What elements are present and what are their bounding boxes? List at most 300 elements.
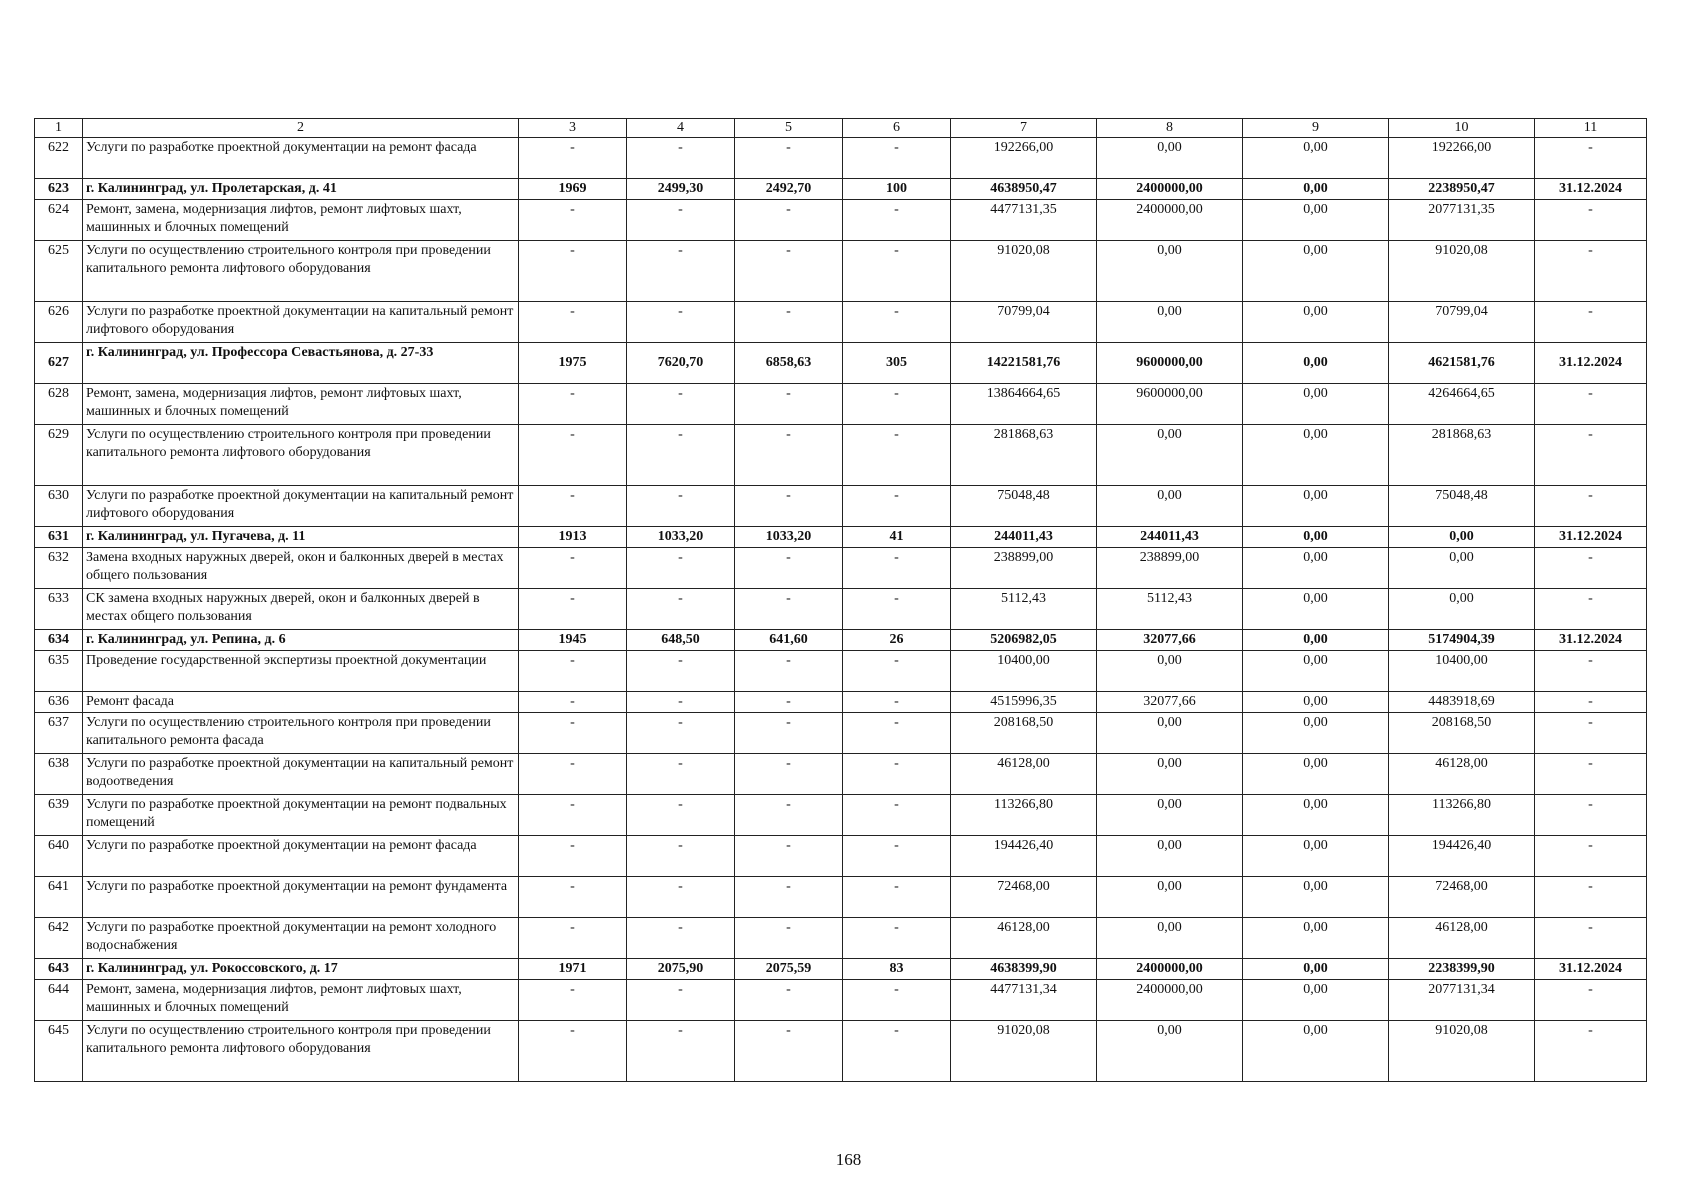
work-name: г. Калининград, ул. Пугачева, д. 11	[83, 527, 519, 548]
area-living-cell: -	[735, 200, 843, 241]
work-row	[35, 795, 1647, 836]
column-header: 7	[951, 119, 1097, 138]
cost-col10-cell: 2238399,90	[1389, 959, 1535, 980]
total-cost-cell: 5206982,05	[951, 630, 1097, 651]
cost-col10-cell: 2077131,35	[1389, 200, 1535, 241]
residents-cell: -	[843, 713, 951, 754]
area-living-cell: -	[735, 754, 843, 795]
year-cell: -	[519, 200, 627, 241]
residents-cell: 100	[843, 179, 951, 200]
residents-cell: -	[843, 836, 951, 877]
cost-col10-cell: 281868,63	[1389, 425, 1535, 486]
work-name: Услуги по осуществлению строительного контроля при проведении капитального ремонта лифтового оборудования	[83, 1021, 519, 1082]
residents-cell: -	[843, 384, 951, 425]
area-total-cell: -	[627, 651, 735, 692]
area-living-cell: -	[735, 692, 843, 713]
area-living-cell: 2492,70	[735, 179, 843, 200]
deadline-cell: -	[1535, 138, 1647, 179]
cost-col10-cell: 0,00	[1389, 548, 1535, 589]
deadline-cell: 31.12.2024	[1535, 630, 1647, 651]
cost-col10-cell: 2238950,47	[1389, 179, 1535, 200]
work-row	[35, 200, 1647, 241]
residents-cell: -	[843, 877, 951, 918]
area-total-cell: -	[627, 692, 735, 713]
column-header: 5	[735, 119, 843, 138]
cost-col8-cell: 0,00	[1097, 241, 1243, 302]
cost-col9-cell: 0,00	[1243, 241, 1389, 302]
row-number: 636	[35, 692, 83, 713]
residents-cell: -	[843, 1021, 951, 1082]
row-number: 631	[35, 527, 83, 548]
row-number: 640	[35, 836, 83, 877]
total-cost-cell: 46128,00	[951, 754, 1097, 795]
cost-col8-cell: 2400000,00	[1097, 959, 1243, 980]
work-name: Ремонт фасада	[83, 692, 519, 713]
area-total-cell: 2499,30	[627, 179, 735, 200]
area-total-cell: -	[627, 384, 735, 425]
cost-col9-cell: 0,00	[1243, 651, 1389, 692]
deadline-cell: 31.12.2024	[1535, 527, 1647, 548]
cost-col10-cell: 10400,00	[1389, 651, 1535, 692]
residents-cell: -	[843, 795, 951, 836]
year-cell: -	[519, 918, 627, 959]
year-cell: -	[519, 548, 627, 589]
deadline-cell: -	[1535, 302, 1647, 343]
cost-col8-cell: 0,00	[1097, 836, 1243, 877]
area-total-cell: -	[627, 425, 735, 486]
area-living-cell: -	[735, 836, 843, 877]
year-cell: 1969	[519, 179, 627, 200]
deadline-cell: -	[1535, 486, 1647, 527]
cost-col9-cell: 0,00	[1243, 527, 1389, 548]
year-cell: -	[519, 713, 627, 754]
cost-col8-cell: 0,00	[1097, 425, 1243, 486]
column-header: 8	[1097, 119, 1243, 138]
work-row	[35, 980, 1647, 1021]
area-living-cell: 641,60	[735, 630, 843, 651]
address-row	[35, 527, 1647, 548]
year-cell: -	[519, 651, 627, 692]
address-row	[35, 630, 1647, 651]
year-cell: -	[519, 836, 627, 877]
row-number: 622	[35, 138, 83, 179]
residents-cell: -	[843, 138, 951, 179]
work-row	[35, 754, 1647, 795]
cost-col8-cell: 32077,66	[1097, 630, 1243, 651]
cost-col8-cell: 2400000,00	[1097, 980, 1243, 1021]
residents-cell: -	[843, 589, 951, 630]
residents-cell: -	[843, 241, 951, 302]
deadline-cell: -	[1535, 548, 1647, 589]
work-name: Услуги по разработке проектной документации на капитальный ремонт лифтового оборудования	[83, 302, 519, 343]
register-sheet	[34, 118, 1646, 1082]
work-name: Услуги по осуществлению строительного контроля при проведении капитального ремонта лифтового оборудования	[83, 241, 519, 302]
area-living-cell: -	[735, 877, 843, 918]
cost-col10-cell: 0,00	[1389, 589, 1535, 630]
work-name: Услуги по осуществлению строительного контроля при проведении капитального ремонта фасада	[83, 713, 519, 754]
deadline-cell: -	[1535, 589, 1647, 630]
year-cell: 1975	[519, 343, 627, 384]
total-cost-cell: 4638950,47	[951, 179, 1097, 200]
residents-cell: 26	[843, 630, 951, 651]
cost-col8-cell: 5112,43	[1097, 589, 1243, 630]
cost-col9-cell: 0,00	[1243, 384, 1389, 425]
cost-col8-cell: 0,00	[1097, 486, 1243, 527]
row-number: 630	[35, 486, 83, 527]
deadline-cell: -	[1535, 1021, 1647, 1082]
year-cell: -	[519, 1021, 627, 1082]
cost-col9-cell: 0,00	[1243, 138, 1389, 179]
work-name: Ремонт, замена, модернизация лифтов, ремонт лифтовых шахт, машинных и блочных помещений	[83, 980, 519, 1021]
deadline-cell: -	[1535, 651, 1647, 692]
area-living-cell: -	[735, 713, 843, 754]
column-header: 1	[35, 119, 83, 138]
area-total-cell: -	[627, 241, 735, 302]
total-cost-cell: 70799,04	[951, 302, 1097, 343]
total-cost-cell: 4638399,90	[951, 959, 1097, 980]
total-cost-cell: 46128,00	[951, 918, 1097, 959]
total-cost-cell: 238899,00	[951, 548, 1097, 589]
year-cell: -	[519, 302, 627, 343]
cost-col8-cell: 32077,66	[1097, 692, 1243, 713]
cost-col10-cell: 4621581,76	[1389, 343, 1535, 384]
deadline-cell: -	[1535, 713, 1647, 754]
area-living-cell: 1033,20	[735, 527, 843, 548]
residents-cell: 305	[843, 343, 951, 384]
row-number: 623	[35, 179, 83, 200]
work-name: СК замена входных наружных дверей, окон и балконных дверей в местах общего пользования	[83, 589, 519, 630]
area-total-cell: -	[627, 980, 735, 1021]
residents-cell: -	[843, 651, 951, 692]
residents-cell: -	[843, 692, 951, 713]
area-living-cell: -	[735, 589, 843, 630]
total-cost-cell: 4515996,35	[951, 692, 1097, 713]
area-living-cell: -	[735, 795, 843, 836]
area-total-cell: -	[627, 138, 735, 179]
cost-col9-cell: 0,00	[1243, 548, 1389, 589]
cost-col10-cell: 75048,48	[1389, 486, 1535, 527]
deadline-cell: -	[1535, 200, 1647, 241]
year-cell: -	[519, 877, 627, 918]
cost-col8-cell: 244011,43	[1097, 527, 1243, 548]
row-number: 635	[35, 651, 83, 692]
cost-col9-cell: 0,00	[1243, 425, 1389, 486]
cost-col10-cell: 4264664,65	[1389, 384, 1535, 425]
residents-cell: -	[843, 425, 951, 486]
address-row	[35, 343, 1647, 384]
year-cell: -	[519, 486, 627, 527]
cost-col9-cell: 0,00	[1243, 486, 1389, 527]
deadline-cell: -	[1535, 836, 1647, 877]
row-number: 645	[35, 1021, 83, 1082]
year-cell: -	[519, 425, 627, 486]
area-total-cell: -	[627, 877, 735, 918]
residents-cell: 41	[843, 527, 951, 548]
cost-col9-cell: 0,00	[1243, 589, 1389, 630]
column-header: 2	[83, 119, 519, 138]
cost-col9-cell: 0,00	[1243, 179, 1389, 200]
deadline-cell: -	[1535, 425, 1647, 486]
cost-col8-cell: 0,00	[1097, 138, 1243, 179]
residents-cell: -	[843, 302, 951, 343]
total-cost-cell: 10400,00	[951, 651, 1097, 692]
total-cost-cell: 113266,80	[951, 795, 1097, 836]
area-total-cell: -	[627, 918, 735, 959]
cost-col8-cell: 2400000,00	[1097, 179, 1243, 200]
residents-cell: 83	[843, 959, 951, 980]
cost-col8-cell: 0,00	[1097, 713, 1243, 754]
area-living-cell: -	[735, 548, 843, 589]
area-total-cell: -	[627, 795, 735, 836]
cost-col10-cell: 5174904,39	[1389, 630, 1535, 651]
cost-col9-cell: 0,00	[1243, 692, 1389, 713]
work-row	[35, 486, 1647, 527]
area-total-cell: -	[627, 548, 735, 589]
total-cost-cell: 244011,43	[951, 527, 1097, 548]
cost-col8-cell: 0,00	[1097, 795, 1243, 836]
total-cost-cell: 208168,50	[951, 713, 1097, 754]
cost-col9-cell: 0,00	[1243, 795, 1389, 836]
cost-col9-cell: 0,00	[1243, 200, 1389, 241]
deadline-cell: 31.12.2024	[1535, 179, 1647, 200]
column-header: 3	[519, 119, 627, 138]
deadline-cell: -	[1535, 795, 1647, 836]
year-cell: -	[519, 795, 627, 836]
cost-col9-cell: 0,00	[1243, 877, 1389, 918]
year-cell: -	[519, 589, 627, 630]
cost-col10-cell: 0,00	[1389, 527, 1535, 548]
area-total-cell: 648,50	[627, 630, 735, 651]
deadline-cell: 31.12.2024	[1535, 959, 1647, 980]
area-living-cell: 6858,63	[735, 343, 843, 384]
row-number: 626	[35, 302, 83, 343]
deadline-cell: -	[1535, 918, 1647, 959]
work-name: г. Калининград, ул. Рокоссовского, д. 17	[83, 959, 519, 980]
total-cost-cell: 91020,08	[951, 241, 1097, 302]
area-total-cell: -	[627, 486, 735, 527]
cost-col10-cell: 70799,04	[1389, 302, 1535, 343]
cost-col10-cell: 194426,40	[1389, 836, 1535, 877]
area-total-cell: -	[627, 1021, 735, 1082]
cost-col8-cell: 2400000,00	[1097, 200, 1243, 241]
work-name: Услуги по разработке проектной документации на капитальный ремонт водоотведения	[83, 754, 519, 795]
cost-col8-cell: 238899,00	[1097, 548, 1243, 589]
area-living-cell: -	[735, 1021, 843, 1082]
residents-cell: -	[843, 548, 951, 589]
total-cost-cell: 72468,00	[951, 877, 1097, 918]
cost-col8-cell: 0,00	[1097, 754, 1243, 795]
cost-col8-cell: 0,00	[1097, 877, 1243, 918]
cost-col8-cell: 0,00	[1097, 918, 1243, 959]
works-register-table	[34, 118, 1647, 1082]
total-cost-cell: 281868,63	[951, 425, 1097, 486]
work-row	[35, 241, 1647, 302]
address-row	[35, 959, 1647, 980]
row-number: 629	[35, 425, 83, 486]
cost-col9-cell: 0,00	[1243, 343, 1389, 384]
year-cell: 1945	[519, 630, 627, 651]
total-cost-cell: 91020,08	[951, 1021, 1097, 1082]
address-row	[35, 179, 1647, 200]
column-header: 4	[627, 119, 735, 138]
work-name: Замена входных наружных дверей, окон и балконных дверей в местах общего пользования	[83, 548, 519, 589]
area-living-cell: -	[735, 302, 843, 343]
cost-col8-cell: 9600000,00	[1097, 384, 1243, 425]
year-cell: -	[519, 692, 627, 713]
work-name: Услуги по разработке проектной документации на ремонт подвальных помещений	[83, 795, 519, 836]
year-cell: 1971	[519, 959, 627, 980]
area-living-cell: -	[735, 138, 843, 179]
work-name: Услуги по разработке проектной документации на капитальный ремонт лифтового оборудования	[83, 486, 519, 527]
work-row	[35, 302, 1647, 343]
work-name: Услуги по разработке проектной документации на ремонт фундамента	[83, 877, 519, 918]
area-total-cell: -	[627, 754, 735, 795]
residents-cell: -	[843, 980, 951, 1021]
work-row	[35, 877, 1647, 918]
row-number: 632	[35, 548, 83, 589]
area-living-cell: -	[735, 486, 843, 527]
cost-col9-cell: 0,00	[1243, 302, 1389, 343]
work-row	[35, 138, 1647, 179]
area-total-cell: 2075,90	[627, 959, 735, 980]
area-total-cell: -	[627, 200, 735, 241]
work-name: Услуги по осуществлению строительного контроля при проведении капитального ремонта лифтового оборудования	[83, 425, 519, 486]
residents-cell: -	[843, 486, 951, 527]
total-cost-cell: 4477131,34	[951, 980, 1097, 1021]
column-header: 9	[1243, 119, 1389, 138]
row-number: 638	[35, 754, 83, 795]
column-number-header-row	[35, 119, 1647, 138]
column-header: 10	[1389, 119, 1535, 138]
row-number: 625	[35, 241, 83, 302]
row-number: 642	[35, 918, 83, 959]
work-row	[35, 713, 1647, 754]
work-name: Услуги по разработке проектной документации на ремонт холодного водоснабжения	[83, 918, 519, 959]
work-row	[35, 425, 1647, 486]
area-living-cell: -	[735, 918, 843, 959]
cost-col10-cell: 91020,08	[1389, 241, 1535, 302]
area-total-cell: 7620,70	[627, 343, 735, 384]
work-row	[35, 918, 1647, 959]
total-cost-cell: 194426,40	[951, 836, 1097, 877]
deadline-cell: 31.12.2024	[1535, 343, 1647, 384]
work-row	[35, 1021, 1647, 1082]
year-cell: -	[519, 241, 627, 302]
area-living-cell: -	[735, 384, 843, 425]
work-name: Услуги по разработке проектной документации на ремонт фасада	[83, 836, 519, 877]
row-number: 628	[35, 384, 83, 425]
cost-col9-cell: 0,00	[1243, 836, 1389, 877]
cost-col10-cell: 4483918,69	[1389, 692, 1535, 713]
year-cell: 1913	[519, 527, 627, 548]
cost-col10-cell: 192266,00	[1389, 138, 1535, 179]
deadline-cell: -	[1535, 754, 1647, 795]
row-number: 624	[35, 200, 83, 241]
year-cell: -	[519, 754, 627, 795]
cost-col8-cell: 0,00	[1097, 302, 1243, 343]
work-name: г. Калининград, ул. Пролетарская, д. 41	[83, 179, 519, 200]
work-row	[35, 589, 1647, 630]
deadline-cell: -	[1535, 384, 1647, 425]
cost-col10-cell: 2077131,34	[1389, 980, 1535, 1021]
total-cost-cell: 5112,43	[951, 589, 1097, 630]
deadline-cell: -	[1535, 241, 1647, 302]
cost-col8-cell: 0,00	[1097, 1021, 1243, 1082]
row-number: 633	[35, 589, 83, 630]
column-header: 11	[1535, 119, 1647, 138]
deadline-cell: -	[1535, 692, 1647, 713]
cost-col9-cell: 0,00	[1243, 959, 1389, 980]
total-cost-cell: 75048,48	[951, 486, 1097, 527]
row-number: 634	[35, 630, 83, 651]
work-row	[35, 692, 1647, 713]
area-living-cell: -	[735, 241, 843, 302]
cost-col8-cell: 9600000,00	[1097, 343, 1243, 384]
area-living-cell: -	[735, 425, 843, 486]
area-living-cell: -	[735, 651, 843, 692]
work-name: Ремонт, замена, модернизация лифтов, ремонт лифтовых шахт, машинных и блочных помещений	[83, 384, 519, 425]
residents-cell: -	[843, 754, 951, 795]
area-total-cell: 1033,20	[627, 527, 735, 548]
total-cost-cell: 192266,00	[951, 138, 1097, 179]
work-row	[35, 384, 1647, 425]
cost-col9-cell: 0,00	[1243, 713, 1389, 754]
cost-col10-cell: 72468,00	[1389, 877, 1535, 918]
cost-col9-cell: 0,00	[1243, 1021, 1389, 1082]
cost-col10-cell: 208168,50	[1389, 713, 1535, 754]
row-number: 644	[35, 980, 83, 1021]
total-cost-cell: 14221581,76	[951, 343, 1097, 384]
residents-cell: -	[843, 918, 951, 959]
cost-col10-cell: 46128,00	[1389, 918, 1535, 959]
cost-col8-cell: 0,00	[1097, 651, 1243, 692]
row-number: 637	[35, 713, 83, 754]
total-cost-cell: 13864664,65	[951, 384, 1097, 425]
area-living-cell: -	[735, 980, 843, 1021]
work-row	[35, 651, 1647, 692]
work-name: г. Калининград, ул. Профессора Севастьянова, д. 27-33	[83, 343, 519, 384]
residents-cell: -	[843, 200, 951, 241]
row-number: 643	[35, 959, 83, 980]
year-cell: -	[519, 384, 627, 425]
deadline-cell: -	[1535, 877, 1647, 918]
area-living-cell: 2075,59	[735, 959, 843, 980]
row-number: 641	[35, 877, 83, 918]
total-cost-cell: 4477131,35	[951, 200, 1097, 241]
area-total-cell: -	[627, 302, 735, 343]
cost-col10-cell: 46128,00	[1389, 754, 1535, 795]
year-cell: -	[519, 138, 627, 179]
cost-col10-cell: 113266,80	[1389, 795, 1535, 836]
area-total-cell: -	[627, 713, 735, 754]
cost-col9-cell: 0,00	[1243, 754, 1389, 795]
row-number: 627	[35, 343, 83, 384]
row-number: 639	[35, 795, 83, 836]
work-name: Услуги по разработке проектной документации на ремонт фасада	[83, 138, 519, 179]
deadline-cell: -	[1535, 980, 1647, 1021]
page-number: 168	[835, 1150, 862, 1169]
work-row	[35, 548, 1647, 589]
work-name: Ремонт, замена, модернизация лифтов, ремонт лифтовых шахт, машинных и блочных помещений	[83, 200, 519, 241]
year-cell: -	[519, 980, 627, 1021]
cost-col9-cell: 0,00	[1243, 630, 1389, 651]
area-total-cell: -	[627, 836, 735, 877]
column-header: 6	[843, 119, 951, 138]
cost-col9-cell: 0,00	[1243, 918, 1389, 959]
cost-col10-cell: 91020,08	[1389, 1021, 1535, 1082]
cost-col9-cell: 0,00	[1243, 980, 1389, 1021]
work-name: Проведение государственной экспертизы проектной документации	[83, 651, 519, 692]
